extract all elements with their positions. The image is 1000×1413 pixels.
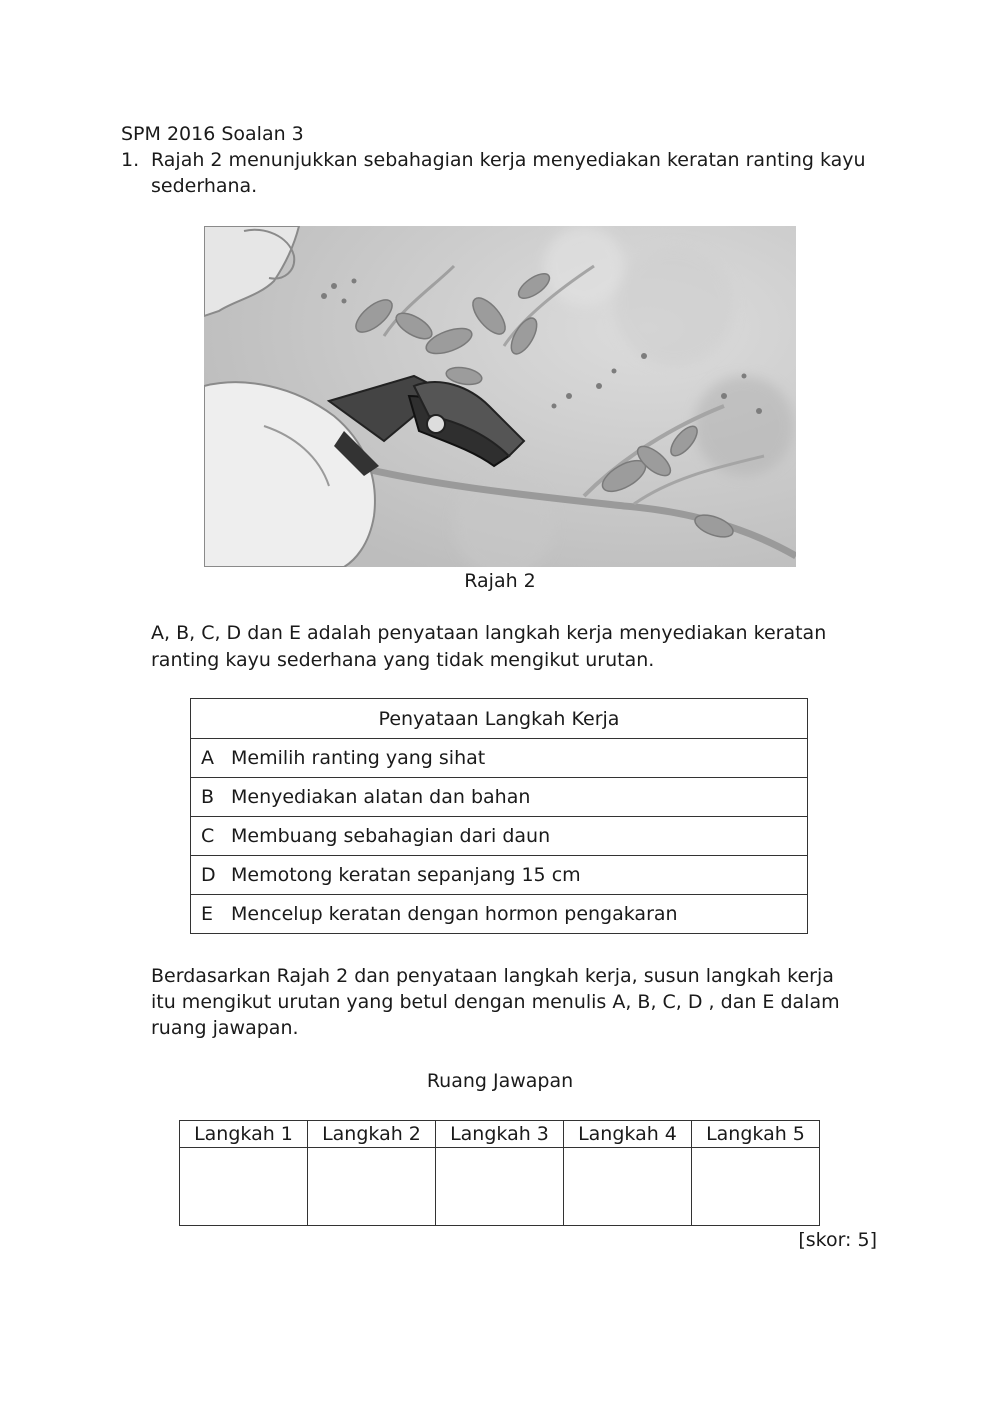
figure-caption: Rajah 2	[464, 570, 536, 592]
steps-table-header: Penyataan Langkah Kerja	[191, 699, 808, 739]
question-text-line1: Rajah 2 menunjukkan sebahagian kerja menyediakan keratan ranting kayu	[151, 149, 866, 171]
step-letter: A	[201, 747, 214, 769]
instruction-line3: ruang jawapan.	[151, 1017, 299, 1039]
step-letter: C	[201, 825, 215, 847]
score-label: [skor: 5]	[798, 1229, 877, 1251]
step-text: Mencelup keratan dengan hormon pengakaran	[231, 903, 678, 925]
intro-text-line2: ranting kayu sederhana yang tidak mengikut urutan.	[151, 649, 655, 671]
answer-cell-step-3[interactable]	[436, 1148, 564, 1226]
answer-column-header: Langkah 4	[564, 1121, 692, 1148]
instruction-line2: itu mengikut urutan yang betul dengan menulis A, B, C, D , dan E dalam	[151, 991, 840, 1013]
step-letter: D	[201, 864, 216, 886]
step-text: Memilih ranting yang sihat	[231, 747, 486, 769]
answer-cell-step-4[interactable]	[564, 1148, 692, 1226]
step-text: Menyediakan alatan dan bahan	[231, 786, 531, 808]
table-row	[191, 895, 808, 934]
answer-column-header: Langkah 3	[436, 1121, 564, 1148]
step-letter: B	[201, 786, 215, 808]
answer-column-header: Langkah 5	[692, 1121, 820, 1148]
pruning-shears-photo	[204, 226, 796, 567]
step-letter: E	[201, 903, 214, 925]
answer-cell-step-1[interactable]	[180, 1148, 308, 1226]
step-text: Memotong keratan sepanjang 15 cm	[231, 864, 581, 886]
answer-space-title: Ruang Jawapan	[426, 1070, 574, 1092]
intro-text-line1: A, B, C, D dan E adalah penyataan langkah kerja menyediakan keratan	[151, 622, 827, 644]
question-text-line2: sederhana.	[151, 175, 258, 197]
instruction-line1: Berdasarkan Rajah 2 dan penyataan langkah kerja, susun langkah kerja	[151, 965, 834, 987]
question-number: 1.	[121, 149, 140, 171]
table-row	[191, 739, 808, 778]
step-text: Membuang sebahagian dari daun	[231, 825, 551, 847]
table-row	[191, 778, 808, 817]
table-row	[191, 856, 808, 895]
answer-cell-step-5[interactable]	[692, 1148, 820, 1226]
header-title: SPM 2016 Soalan 3	[121, 123, 304, 145]
steps-table	[190, 698, 808, 934]
table-row	[191, 817, 808, 856]
answer-column-header: Langkah 1	[180, 1121, 308, 1148]
answer-cell-step-2[interactable]	[308, 1148, 436, 1226]
answer-column-header: Langkah 2	[308, 1121, 436, 1148]
answer-table	[179, 1120, 820, 1226]
